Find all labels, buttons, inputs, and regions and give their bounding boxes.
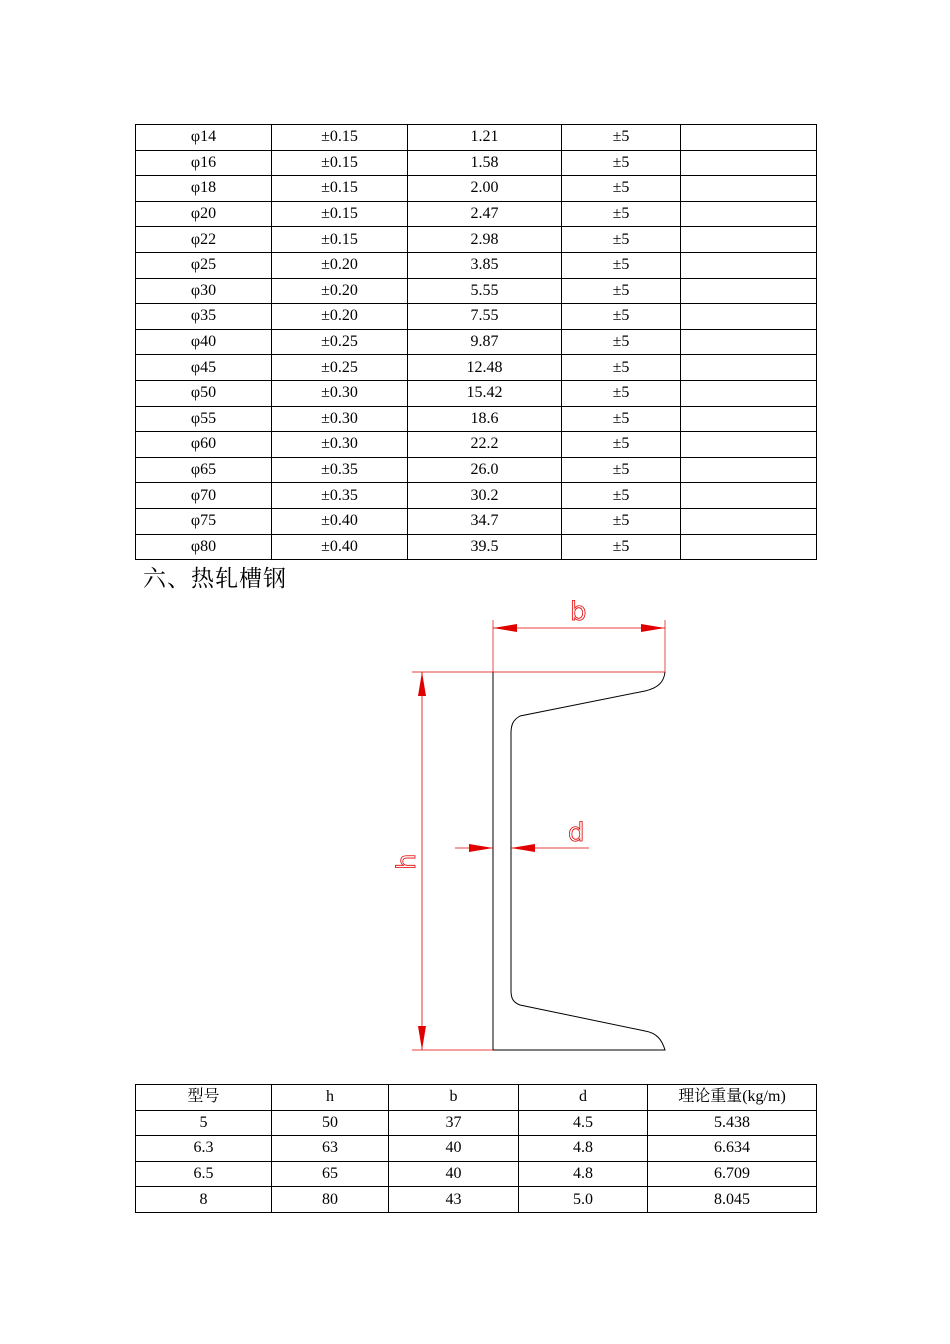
- channel-steel-table: [135, 1084, 817, 1213]
- table-cell: 9.87: [408, 329, 562, 355]
- table-cell: ±0.25: [272, 329, 408, 355]
- table-cell: ±0.40: [272, 508, 408, 534]
- table-cell: φ25: [136, 252, 272, 278]
- table-cell: 37: [389, 1110, 519, 1136]
- table-cell: ±5: [562, 125, 681, 151]
- table-cell: ±0.15: [272, 125, 408, 151]
- channel-steel-table-body: [136, 1110, 817, 1212]
- table-cell: ±0.30: [272, 432, 408, 458]
- table-cell: ±5: [562, 252, 681, 278]
- table-cell: φ45: [136, 355, 272, 381]
- table-cell: ±5: [562, 432, 681, 458]
- table-cell: 4.8: [519, 1136, 648, 1162]
- table-cell: 26.0: [408, 457, 562, 483]
- table-cell: 65: [272, 1161, 389, 1187]
- table-header-cell: h: [272, 1085, 389, 1111]
- table-cell: ±0.20: [272, 252, 408, 278]
- table-cell: 18.6: [408, 406, 562, 432]
- table-cell: ±5: [562, 534, 681, 560]
- table-cell: 22.2: [408, 432, 562, 458]
- table-cell: ±0.20: [272, 304, 408, 330]
- table-cell: ±0.25: [272, 355, 408, 381]
- table-row: [136, 1161, 817, 1187]
- channel-steel-table-head: [136, 1085, 817, 1111]
- table-header-cell: 型号: [136, 1085, 272, 1111]
- table-cell: 50: [272, 1110, 389, 1136]
- table-cell: 5: [136, 1110, 272, 1136]
- table-cell: φ40: [136, 329, 272, 355]
- table-cell: 40: [389, 1161, 519, 1187]
- table-cell: 15.42: [408, 380, 562, 406]
- dimension-b-label: b: [570, 597, 587, 627]
- table-row: [136, 1187, 817, 1213]
- table-cell: ±0.35: [272, 457, 408, 483]
- table-cell: φ35: [136, 304, 272, 330]
- table-cell: ±5: [562, 329, 681, 355]
- table-cell: 6.5: [136, 1161, 272, 1187]
- table-cell: ±0.15: [272, 150, 408, 176]
- table-cell: 2.47: [408, 201, 562, 227]
- table-cell: 2.00: [408, 176, 562, 202]
- table-cell: 4.5: [519, 1110, 648, 1136]
- table-cell: 5.0: [519, 1187, 648, 1213]
- table-cell: φ22: [136, 227, 272, 253]
- table-cell: 6.709: [648, 1161, 817, 1187]
- table-header-cell: d: [519, 1085, 648, 1111]
- table-cell: ±5: [562, 508, 681, 534]
- table-cell: ±0.35: [272, 483, 408, 509]
- table-cell: 30.2: [408, 483, 562, 509]
- table-row: [136, 1136, 817, 1162]
- table-cell: ±5: [562, 150, 681, 176]
- table-cell: φ60: [136, 432, 272, 458]
- table-cell: 4.8: [519, 1161, 648, 1187]
- table-cell: ±0.15: [272, 201, 408, 227]
- table-cell: ±5: [562, 227, 681, 253]
- table-cell: 43: [389, 1187, 519, 1213]
- table-cell: 39.5: [408, 534, 562, 560]
- table-cell: 5.438: [648, 1110, 817, 1136]
- table-cell: ±5: [562, 176, 681, 202]
- table-cell: 1.58: [408, 150, 562, 176]
- table-cell: 2.98: [408, 227, 562, 253]
- table-cell: ±0.30: [272, 406, 408, 432]
- table-cell: φ75: [136, 508, 272, 534]
- table-cell: φ14: [136, 125, 272, 151]
- table-cell: ±5: [562, 457, 681, 483]
- table-cell: ±0.40: [272, 534, 408, 560]
- table-cell: ±0.15: [272, 227, 408, 253]
- table-cell: φ20: [136, 201, 272, 227]
- table-cell: φ50: [136, 380, 272, 406]
- dimension-h-label: h: [392, 853, 422, 870]
- table-cell: φ65: [136, 457, 272, 483]
- table-cell: φ18: [136, 176, 272, 202]
- table-cell: 6.3: [136, 1136, 272, 1162]
- table-cell: 80: [272, 1187, 389, 1213]
- table-row: [136, 1110, 817, 1136]
- table-cell: ±0.15: [272, 176, 408, 202]
- section-heading: 六、热轧槽钢: [143, 566, 287, 592]
- table-cell: 6.634: [648, 1136, 817, 1162]
- table-cell: 5.55: [408, 278, 562, 304]
- dimension-d-label: d: [568, 818, 585, 848]
- table-cell: ±0.20: [272, 278, 408, 304]
- table-header-row: [136, 1085, 817, 1111]
- table-cell: ±5: [562, 201, 681, 227]
- table-cell: φ70: [136, 483, 272, 509]
- table-cell: φ55: [136, 406, 272, 432]
- table-cell: ±5: [562, 304, 681, 330]
- table-cell: 34.7: [408, 508, 562, 534]
- table-cell: ±5: [562, 278, 681, 304]
- table-cell: ±5: [562, 483, 681, 509]
- table-cell: ±5: [562, 355, 681, 381]
- table-cell: ±5: [562, 380, 681, 406]
- table-cell: 7.55: [408, 304, 562, 330]
- table-cell: 8: [136, 1187, 272, 1213]
- table-cell: 12.48: [408, 355, 562, 381]
- table-cell: 1.21: [408, 125, 562, 151]
- table-cell: ±5: [562, 406, 681, 432]
- table-cell: φ80: [136, 534, 272, 560]
- table-cell: 40: [389, 1136, 519, 1162]
- table-cell: 3.85: [408, 252, 562, 278]
- table-cell: 8.045: [648, 1187, 817, 1213]
- table-cell: φ30: [136, 278, 272, 304]
- channel-profile-outline: [493, 672, 665, 1050]
- table-header-cell: 理论重量(kg/m): [648, 1085, 817, 1111]
- table-cell: φ16: [136, 150, 272, 176]
- table-cell: ±0.30: [272, 380, 408, 406]
- table-header-cell: b: [389, 1085, 519, 1111]
- table-cell: 63: [272, 1136, 389, 1162]
